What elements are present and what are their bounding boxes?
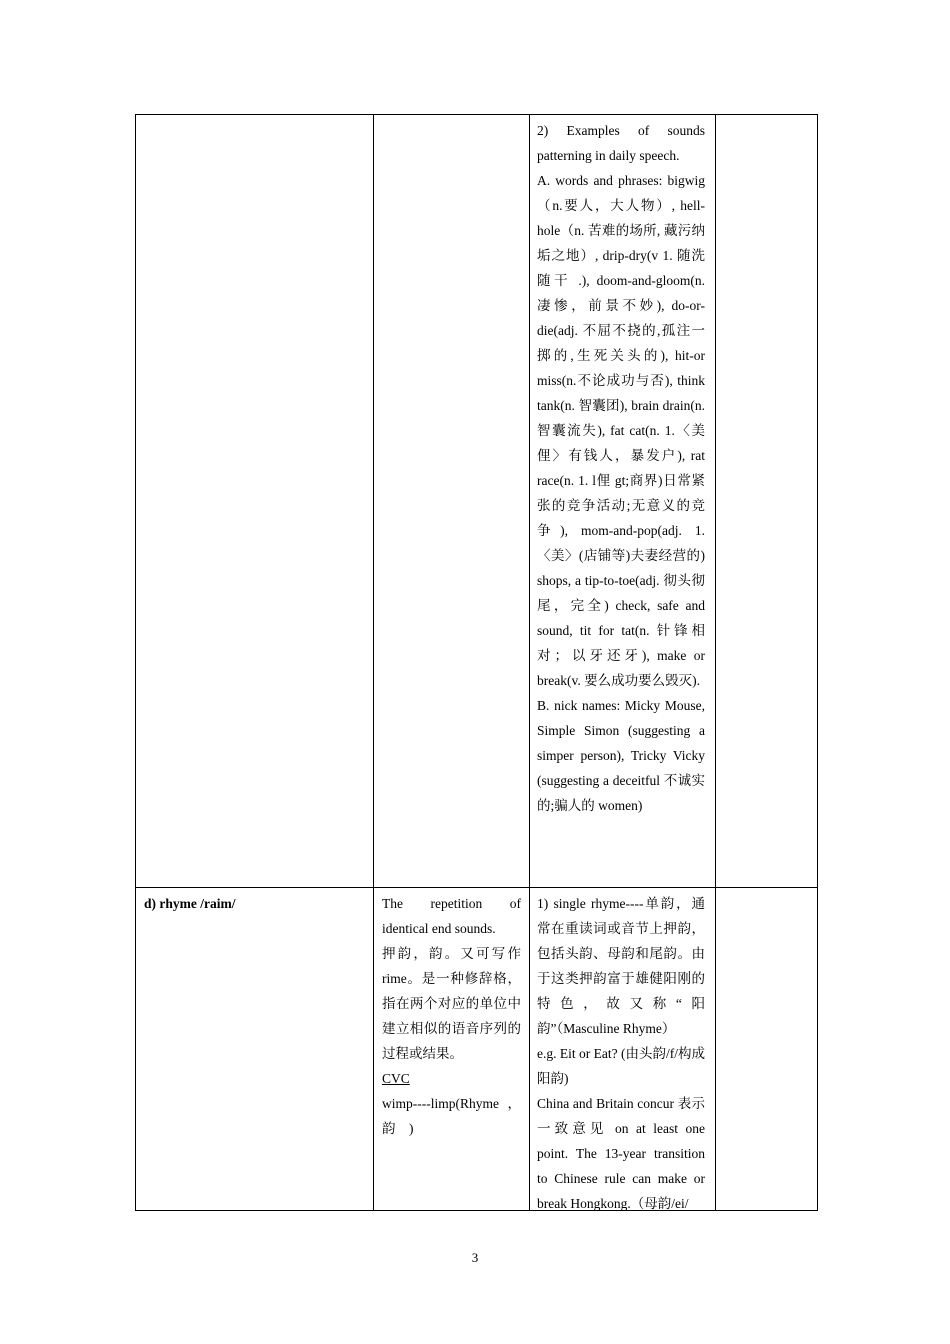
- definition-english: The repetition of identical end sounds.: [382, 896, 521, 936]
- single-rhyme-text: 1) single rhyme----单韵，通常在重读词或音节上押韵，包括头韵、母韵和尾韵。由于这类押韵富于雄健阳刚的特色，故又称“阳韵”（Masculine Rhyme）: [537, 896, 705, 1036]
- table-row: [136, 888, 818, 1211]
- examples-nick-names: B. nick names: Micky Mouse, Simple Simon (suggesting a simper person), Tricky Vicky (suggesting a deceitful 不诚实的;骗人的 women): [537, 698, 705, 813]
- single-rhyme-example: e.g. Eit or Eat? (由头韵/f/构成阳韵): [537, 1046, 705, 1086]
- table-row: [136, 115, 818, 888]
- term-cell: [136, 888, 374, 1211]
- examples-cell: [530, 115, 716, 888]
- page-number: 3: [471, 1250, 479, 1265]
- definition-cell: [374, 888, 530, 1211]
- definition-pattern: CVC: [382, 1071, 410, 1086]
- definition-cell: [374, 115, 530, 888]
- examples-words-phrases: A. words and phrases: bigwig（n.要人，大人物）, hell-hole（n. 苦难的场所, 藏污纳垢之地）, drip-dry(v 1. 随洗随干 .), doom-and-gloom(n. 凄惨，前景不妙), do-or-die(adj. 不屈不挠的,孤注一掷的,生死关头的), hit-or miss(n.不论成功与否), think tank(n. 智囊团), brain drain(n. 智囊流失), fat cat(n. 1.〈美俚〉有钱人，暴发户), rat race(n. 1. l俚 gt;商界)日常紧张的竞争活动;无意义的竞争), mom-and-pop(adj. 1.〈美〉(店铺等)夫妻经营的) shops, a tip-to-toe(adj. 彻头彻尾，完全) check, safe and sound, tit for tat(n. 针锋相对；以牙还牙), make or break(v. 要么成功要么毁灭).: [537, 173, 705, 688]
- content-table: [135, 114, 818, 1211]
- notes-cell: [716, 888, 818, 1211]
- notes-cell: [716, 115, 818, 888]
- term-rhyme: d) rhyme /raim/: [144, 896, 236, 911]
- single-rhyme-passage: China and Britain concur 表示一致意见 on at least one point. The 13-year transition to Chinese rule can make or break Hongkong.（母韵/ei/: [537, 1096, 705, 1210]
- examples-cell: [530, 888, 716, 1211]
- examples-heading: 2) Examples of sounds patterning in daily speech.: [537, 123, 705, 163]
- definition-chinese: 押韵，韵。又可写作rime。是一种修辞格，指在两个对应的单位中建立相似的语音序列的过程或结果。: [382, 946, 521, 1061]
- term-cell: [136, 115, 374, 888]
- definition-example: wimp----limp(Rhyme，韵 ): [382, 1096, 521, 1136]
